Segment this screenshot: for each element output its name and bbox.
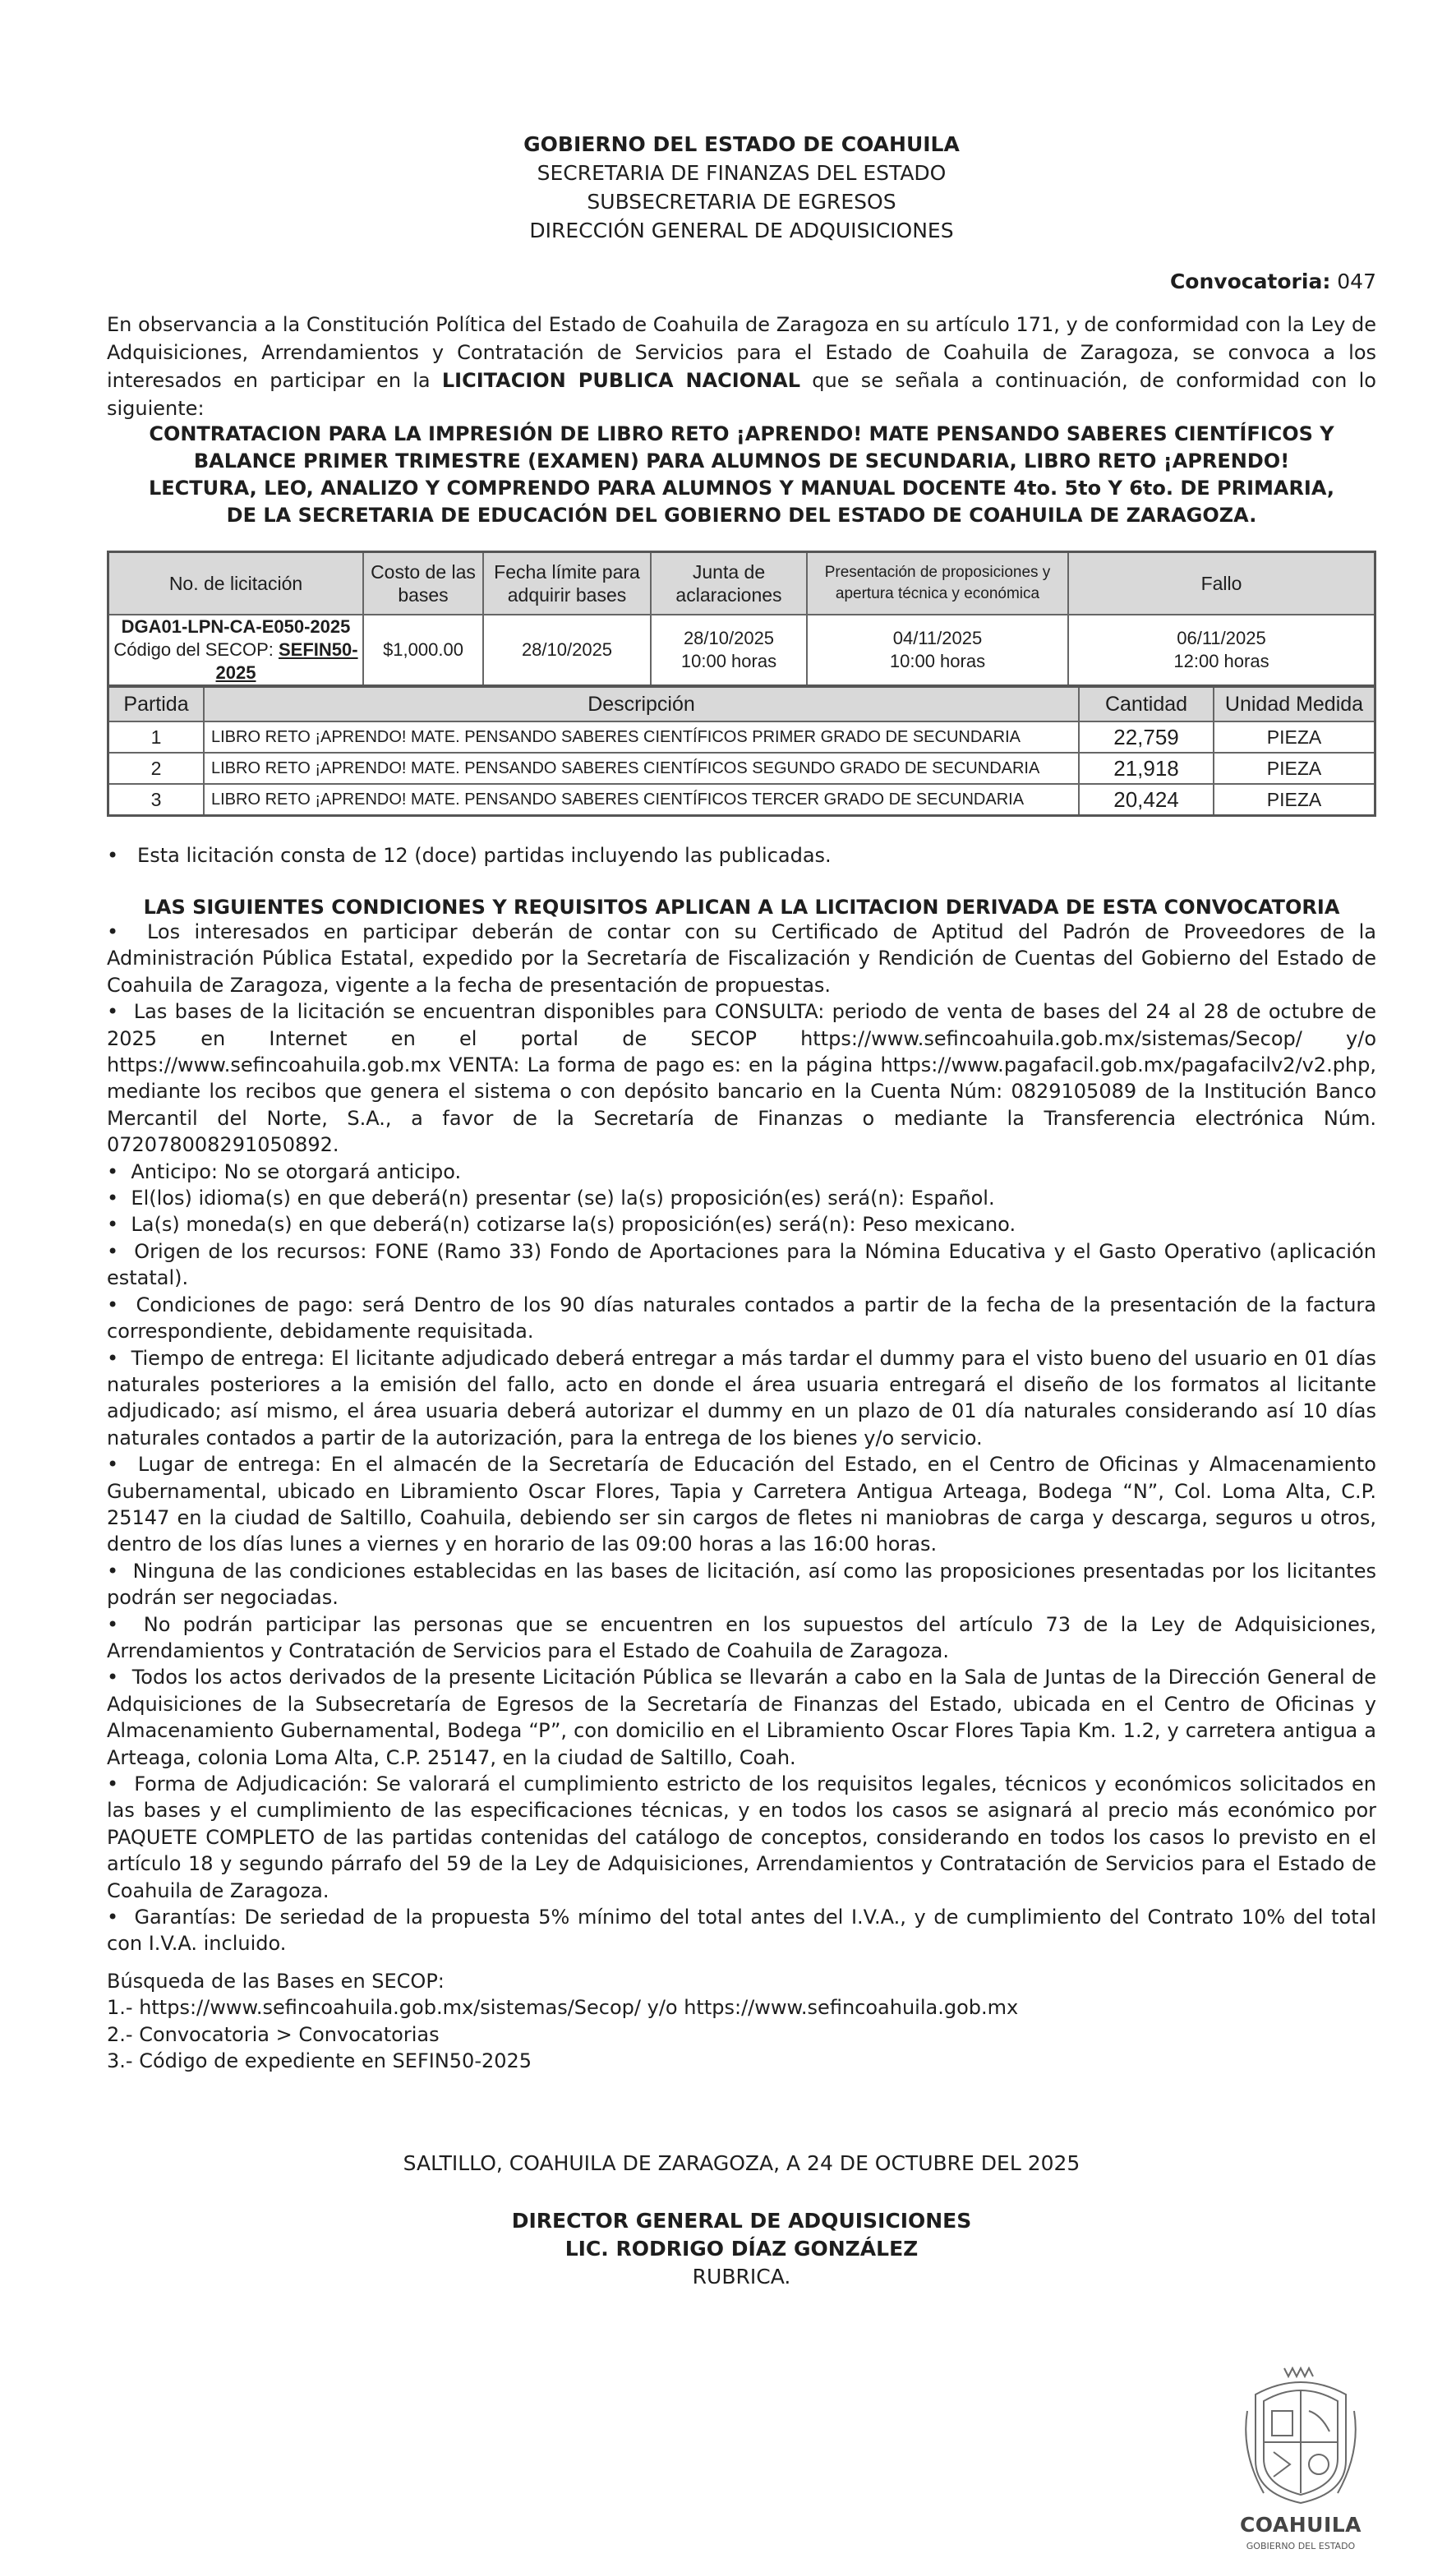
list-item: • Anticipo: No se otorgará anticipo. — [107, 1159, 1376, 1185]
presentacion-hora: 10:00 horas — [889, 651, 986, 671]
search-title: Búsqueda de las Bases en SECOP: — [107, 1970, 445, 1993]
table-row — [108, 721, 1375, 753]
header-subsecretaria: SUBSECRETARIA DE EGRESOS — [587, 190, 896, 214]
signature-name: LIC. RODRIGO DÍAZ GONZÁLEZ — [564, 2237, 919, 2261]
junta-fecha: 28/10/2025 — [683, 628, 775, 648]
seal-wordmark: COAHUILA — [1239, 2513, 1362, 2537]
presentacion-fecha: 04/11/2025 — [892, 628, 983, 648]
conditions-list — [107, 919, 1376, 1957]
col-descripcion: Descripción — [204, 687, 1079, 722]
cell-fallo — [1068, 615, 1375, 686]
col-licitacion: No. de licitación — [108, 552, 364, 615]
secop-search-steps — [107, 1968, 1376, 2075]
list-item: • Tiempo de entrega: El licitante adjudicado deberá entregar a más tardar el dummy para el visto bueno del usuario en 01 días naturales posteriores a la emisión del fallo, acto en donde el área usuaria entregará el diseño de los formatos al licitante adjudicado; así mismo, el área usuaria deberá autorizar el dummy en un plazo de 01 día naturales considerando así 10 días naturales contados a partir de la autorización, para la entrega de los bienes y/o servicio. — [107, 1345, 1376, 1452]
col-presentacion: Presentación de proposiciones y apertura técnica y económica — [807, 552, 1068, 615]
table-row — [108, 784, 1375, 816]
note-text: Esta licitación consta de 12 (doce) partidas incluyendo las publicadas. — [137, 844, 832, 867]
list-item: • Las bases de la licitación se encuentran disponibles para CONSULTA: periodo de venta de bases del 24 al 28 de octubre de 2025 en Internet en el portal de SECOP https://www.sefincoahuila.gob.mx/sistemas/Secop/ y/o https://www.sefincoahuila.gob.mx VENTA: La forma de pago es: en la página https://www.pagafacil.gob.mx/pagafacilv2/v2.php, mediante los recibos que genera el sistema o con depósito bancario en la Cuenta Núm: 0829105089 de la Institución Banco Mercantil del Norte, S.A., a favor de la Secretaría de Finanzas o mediante la Transferencia electrónica Núm. 072078008291050892. — [107, 998, 1376, 1158]
table-row — [108, 753, 1375, 784]
signature-rubrica: RUBRICA. — [692, 2265, 791, 2289]
col-cantidad: Cantidad — [1079, 687, 1214, 722]
tender-info-table — [107, 551, 1376, 687]
fallo-fecha: 06/11/2025 — [1177, 628, 1266, 648]
list-item: • Forma de Adjudicación: Se valorará el cumplimiento estricto de los requisitos legales, técnicos y económicos solicitados en las bases y el cumplimiento de las especificaciones técnicas, y en todos los casos se asignará al precio más económico por PAQUETE COMPLETO de las partidas contenidas del catálogo de conceptos, considerando en todos los casos lo previsto en el artículo 18 y segundo párrafo del 59 de la Ley de Adquisiciones, Arrendamientos y Contratación de Servicios para el Estado de Coahuila de Zaragoza. — [107, 1771, 1376, 1904]
cell-descripcion: LIBRO RETO ¡APRENDO! MATE. PENSANDO SABERES CIENTÍFICOS TERCER GRADO DE SECUNDARIA — [204, 784, 1079, 816]
header-secretaria: SECRETARIA DE FINANZAS DEL ESTADO — [537, 161, 947, 185]
table-row — [108, 615, 1375, 686]
cell-costo: $1,000.00 — [363, 615, 483, 686]
header-direccion: DIRECCIÓN GENERAL DE ADQUISICIONES — [529, 219, 954, 242]
cell-unidad: PIEZA — [1214, 753, 1375, 784]
intro-bold-text: LICITACION PUBLICA NACIONAL — [441, 369, 801, 392]
cell-descripcion: LIBRO RETO ¡APRENDO! MATE. PENSANDO SABERES CIENTÍFICOS PRIMER GRADO DE SECUNDARIA — [204, 721, 1079, 753]
list-item: • El(los) idioma(s) en que deberá(n) presentar (se) la(s) proposición(es) será(n): Español. — [107, 1185, 1376, 1211]
cell-cantidad: 20,424 — [1079, 784, 1214, 816]
col-fallo: Fallo — [1068, 552, 1375, 615]
list-item: • La(s) moneda(s) en que deberá(n) cotizarse la(s) proposición(es) será(n): Peso mexicano. — [107, 1211, 1376, 1238]
junta-hora: 10:00 horas — [680, 651, 777, 671]
table-header-row — [108, 552, 1375, 615]
signature-role: DIRECTOR GENERAL DE ADQUISICIONES — [511, 2209, 972, 2233]
cell-cantidad: 22,759 — [1079, 721, 1214, 753]
cell-cantidad: 21,918 — [1079, 753, 1214, 784]
cell-descripcion: LIBRO RETO ¡APRENDO! MATE. PENSANDO SABERES CIENTÍFICOS SEGUNDO GRADO DE SECUNDARIA — [204, 753, 1079, 784]
header-government: GOBIERNO DEL ESTADO DE COAHUILA — [523, 132, 960, 156]
cell-licitacion — [108, 615, 364, 686]
list-item: • Garantías: De seriedad de la propuesta 5% mínimo del total antes del I.V.A., y de cumplimiento del Contrato 10% del total con I.V.A. incluido. — [107, 1904, 1376, 1957]
list-item: • Origen de los recursos: FONE (Ramo 33) Fondo de Aportaciones para la Nómina Educativa y el Gasto Operativo (aplicación estatal). — [107, 1238, 1376, 1292]
secop-code: SEFIN50-2025 — [215, 639, 358, 683]
cell-partida: 3 — [108, 784, 205, 816]
intro-text: En observancia a la Constitución Política del Estado de Coahuila de Zaragoza en su artículo 171, y de conformidad con la Ley de Adquisiciones, Arrendamientos y Contratación de Servicios para el Estado de Coahuila de Zaragoza, se convoca a los interesados en participar en la — [107, 313, 1376, 392]
col-junta: Junta de aclaraciones — [651, 552, 807, 615]
intro-text-end: que se señala a continuación, de conformidad con lo siguiente: — [107, 369, 1376, 420]
col-partida: Partida — [108, 687, 205, 722]
list-item: • Condiciones de pago: será Dentro de los 90 días naturales contados a partir de la fecha de la presentación de la factura correspondiente, debidamente requisitada. — [107, 1292, 1376, 1345]
col-costo: Costo de las bases — [363, 552, 483, 615]
search-step-3: 3.- Código de expediente en SEFIN50-2025 — [107, 2049, 532, 2073]
convocatoria-label: Convocatoria: — [1169, 270, 1331, 293]
secop-label: Código del SECOP: — [113, 639, 274, 660]
convocatoria-number — [1170, 270, 1376, 293]
licitacion-code: DGA01-LPN-CA-E050-2025 — [121, 616, 351, 637]
partidas-table — [107, 685, 1376, 817]
convocatoria-value: 047 — [1337, 270, 1376, 293]
col-fecha-limite: Fecha límite para adquirir bases — [483, 552, 651, 615]
cell-partida: 1 — [108, 721, 205, 753]
list-item: • Los interesados en participar deberán de contar con su Certificado de Aptitud del Padrón de Proveedores de la Administración Pública Estatal, expedido por la Secretaría de Fiscalización y Rendición de Cuentas del Gobierno del Estado de Coahuila de Zaragoza, vigente a la fecha de presentación de propuestas. — [107, 919, 1376, 998]
search-step-1: 1.- https://www.sefincoahuila.gob.mx/sistemas/Secop/ y/o https://www.sefincoahuila.gob.mx — [107, 1996, 1019, 2020]
partidas-note: • Esta licitación consta de 12 (doce) partidas incluyendo las publicadas. — [107, 844, 832, 867]
cell-fecha-limite: 28/10/2025 — [483, 615, 651, 686]
list-item: • Todos los actos derivados de la presente Licitación Pública se llevarán a cabo en la Sala de Juntas de la Dirección General de Adquisiciones de la Subsecretaría de Egresos de la Secretaría de Finanzas del Estado, ubicada en el Centro de Oficinas y Almacenamiento Gubernamental, Bodega “P”, con domicilio en el Libramiento Oscar Flores Tapia Km. 1.2, y carretera antigua a Arteaga, colonia Loma Alta, C.P. 25147, en la ciudad de Saltillo, Coah. — [107, 1664, 1376, 1771]
seal-subtext: GOBIERNO DEL ESTADO — [1246, 2541, 1356, 2551]
list-item: • No podrán participar las personas que se encuentren en los supuestos del artículo 73 de la Ley de Adquisiciones, Arrendamientos y Contratación de Servicios para el Estado de Coahuila de Zaragoza. — [107, 1611, 1376, 1665]
coahuila-seal-icon — [1239, 2362, 1362, 2510]
cell-junta — [651, 615, 807, 686]
tender-title: CONTRATACION PARA LA IMPRESIÓN DE LIBRO RETO ¡APRENDO! MATE PENSANDO SABERES CIENTÍFICOS Y BALANCE PRIMER TRIMESTRE (EXAMEN) PARA ALUMNOS DE SECUNDARIA, LIBRO RETO ¡APRENDO! LECTURA, LEO, ANALIZO Y COMPRENDO PARA ALUMNOS Y MANUAL DOCENTE 4to. 5to Y 6to. DE PRIMARIA, DE LA SECRETARIA DE EDUCACIÓN DEL GOBIERNO DEL ESTADO DE COAHUILA DE ZARAGOZA. — [148, 422, 1334, 527]
col-unidad: Unidad Medida — [1214, 687, 1375, 722]
place-date: SALTILLO, COAHUILA DE ZARAGOZA, A 24 DE OCTUBRE DEL 2025 — [403, 2151, 1080, 2175]
cell-unidad: PIEZA — [1214, 721, 1375, 753]
cell-unidad: PIEZA — [1214, 784, 1375, 816]
search-step-2: 2.- Convocatoria > Convocatorias — [107, 2022, 440, 2046]
fallo-hora: 12:00 horas — [1173, 651, 1269, 671]
cell-partida: 2 — [108, 753, 205, 784]
table-header-row — [108, 687, 1375, 722]
document-header — [107, 130, 1376, 245]
list-item: • Ninguna de las condiciones establecidas en las bases de licitación, así como las proposiciones presentadas por los licitantes podrán ser negociadas. — [107, 1558, 1376, 1611]
list-item: • Lugar de entrega: En el almacén de la Secretaría de Educación del Estado, en el Centro de Oficinas y Almacenamiento Gubernamental, ubicado en Libramiento Oscar Flores, Tapia y Carretera Antigua Arteaga, Bodega “N”, Col. Loma Alta, C.P. 25147 en la ciudad de Saltillo, Coahuila, debiendo ser sin cargos de fletes ni maniobras de carga y descarga, seguros u otros, dentro de los días lunes a viernes y en horario de las 09:00 horas a las 16:00 horas. — [107, 1451, 1376, 1558]
cell-presentacion — [807, 615, 1068, 686]
conditions-title: LAS SIGUIENTES CONDICIONES Y REQUISITOS APLICAN A LA LICITACION DERIVADA DE ESTA CONVOCATORIA — [143, 896, 1340, 919]
signature-block — [107, 2207, 1376, 2291]
intro-paragraph — [107, 311, 1376, 422]
